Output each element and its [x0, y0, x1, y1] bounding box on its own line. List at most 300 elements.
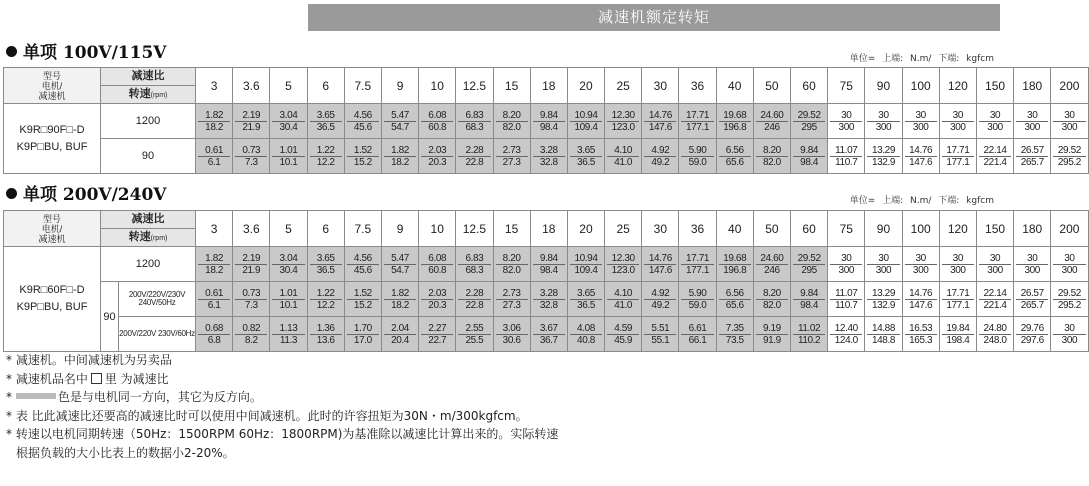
ratio-cell: 200 [1051, 211, 1088, 247]
torque-nm: 1.01 [272, 145, 304, 157]
torque-nm: 3.06 [496, 323, 528, 335]
torque-nm: 6.08 [421, 110, 453, 122]
section-title-200v: 单项 200V/240V [6, 180, 166, 205]
torque-nm: 3.65 [570, 288, 602, 300]
torque-kgfcm: 36.7 [539, 334, 558, 346]
notes [6, 351, 986, 463]
torque-nm: 1.52 [347, 145, 379, 157]
torque-cell [1051, 317, 1088, 352]
torque-nm: 6.56 [719, 145, 751, 157]
gray-swatch [16, 393, 56, 399]
bullet-icon [6, 188, 17, 199]
ratio-cell: 5 [270, 211, 307, 247]
model-header-cell [4, 211, 101, 247]
torque-kgfcm: 32.8 [539, 299, 558, 311]
torque-nm: 5.47 [384, 253, 416, 265]
torque-cell [716, 104, 753, 139]
ratio-cell: 7.5 [344, 211, 381, 247]
torque-kgfcm: 300 [912, 264, 929, 276]
note-line: * 表 比此减速比还要高的减速比时可以使用中间减速机。此时的许容扭矩为30N・m/300kgfcm。 [6, 408, 528, 423]
torque-kgfcm: 36.5 [577, 156, 595, 168]
torque-nm: 12.30 [607, 110, 639, 122]
torque-nm: 13.29 [867, 288, 899, 300]
torque-kgfcm: 196.8 [723, 121, 747, 133]
torque-cell [307, 282, 344, 317]
voltage-cell: 200V/220V/230V 240V/50Hz [119, 282, 196, 317]
torque-kgfcm: 110.2 [797, 334, 821, 346]
torque-cell [456, 247, 493, 282]
torque-cell [419, 139, 456, 174]
torque-cell [1051, 104, 1088, 139]
motor-label: 电机/ [41, 80, 63, 91]
torque-nm: 30 [867, 110, 899, 122]
ratio-cell: 20 [567, 68, 604, 104]
torque-kgfcm: 65.6 [725, 156, 744, 168]
torque-kgfcm: 36.5 [316, 121, 335, 133]
note-line: * 色是与电机同一方向，其它为反方向。 [6, 390, 262, 405]
square-icon [91, 373, 102, 384]
torque-cell [976, 282, 1013, 317]
torque-nm: 24.80 [979, 323, 1011, 335]
torque-kgfcm: 109.4 [574, 121, 598, 133]
torque-kgfcm: 45.6 [353, 264, 372, 276]
torque-cell [344, 104, 381, 139]
torque-nm: 4.10 [607, 145, 639, 157]
ratio-cell: 3 [196, 211, 233, 247]
torque-cell [865, 317, 902, 352]
model-name: K9P□BU, BUF [16, 301, 88, 313]
speed-label: 转速 [128, 87, 151, 100]
torque-nm: 30 [979, 110, 1011, 122]
torque-cell [605, 282, 642, 317]
ratio-cell: 3.6 [233, 211, 270, 247]
torque-kgfcm: 177.1 [686, 264, 710, 276]
torque-nm: 30 [1016, 110, 1048, 122]
table-row [4, 104, 1089, 139]
torque-nm: 3.04 [272, 253, 304, 265]
ratio-cell: 30 [642, 211, 679, 247]
torque-cell [381, 247, 418, 282]
torque-cell [976, 317, 1013, 352]
torque-nm: 6.61 [681, 323, 713, 335]
torque-kgfcm: 36.5 [577, 299, 595, 311]
ratio-cell: 120 [939, 68, 976, 104]
torque-kgfcm: 45.6 [353, 121, 372, 133]
ratio-cell: 40 [716, 68, 753, 104]
torque-kgfcm: 60.8 [428, 264, 447, 276]
torque-nm: 17.71 [942, 288, 974, 300]
torque-kgfcm: 295 [801, 264, 817, 276]
torque-cell [865, 104, 902, 139]
torque-kgfcm: 65.6 [725, 299, 744, 311]
speed-unit: (rpm) [150, 91, 168, 99]
ratio-cell: 12.5 [456, 68, 493, 104]
torque-nm: 1.52 [347, 288, 379, 300]
torque-cell [753, 247, 790, 282]
torque-kgfcm: 248.0 [983, 334, 1007, 346]
torque-table-100v [3, 67, 1089, 174]
torque-kgfcm: 300 [1061, 264, 1078, 276]
torque-cell [828, 282, 865, 317]
model-name: K9R□90F□-D [19, 123, 85, 136]
torque-kgfcm: 300 [1024, 121, 1040, 133]
torque-cell [456, 317, 493, 352]
torque-cell [270, 104, 307, 139]
torque-nm: 2.73 [496, 145, 528, 157]
torque-nm: 7.35 [719, 323, 751, 335]
torque-kgfcm: 18.2 [205, 121, 224, 133]
note-line: * 减速机。中间减速机为另卖品 [6, 353, 172, 367]
torque-nm: 22.14 [979, 288, 1011, 300]
torque-kgfcm: 55.1 [651, 334, 670, 346]
torque-kgfcm: 20.3 [428, 299, 447, 311]
torque-nm: 13.29 [867, 145, 899, 157]
torque-cell [679, 139, 716, 174]
ratio-cell: 100 [902, 68, 939, 104]
torque-kgfcm: 41.0 [614, 156, 633, 168]
torque-kgfcm: 18.2 [205, 264, 224, 276]
torque-kgfcm: 59.0 [688, 156, 707, 168]
torque-kgfcm: 177.1 [946, 299, 970, 311]
torque-cell [419, 317, 456, 352]
ratio-cell: 36 [679, 68, 716, 104]
torque-cell [381, 282, 418, 317]
gearhead-label: 减速机 [38, 233, 66, 244]
torque-nm: 3.65 [310, 110, 342, 122]
torque-kgfcm: 6.1 [207, 299, 221, 311]
torque-nm: 30 [1053, 110, 1085, 122]
torque-cell [902, 317, 939, 352]
torque-cell [307, 139, 344, 174]
torque-cell [605, 139, 642, 174]
torque-nm: 12.30 [607, 253, 639, 265]
torque-cell [344, 282, 381, 317]
speed-cell: 1200 [101, 247, 196, 282]
model-name: K9R□60F□-D [19, 284, 85, 296]
torque-cell [456, 104, 493, 139]
torque-nm: 3.04 [272, 110, 304, 122]
note-line: 根据负载的大小比表上的数据小2-20%。 [16, 445, 235, 460]
torque-cell [939, 104, 976, 139]
torque-nm: 30 [905, 110, 937, 122]
torque-cell [642, 139, 679, 174]
speed-cell: 90 [101, 139, 196, 174]
torque-cell [1014, 247, 1051, 282]
torque-cell [791, 139, 828, 174]
torque-cell [791, 317, 828, 352]
torque-cell [865, 139, 902, 174]
torque-kgfcm: 132.9 [871, 299, 895, 311]
bullet-icon [6, 46, 17, 57]
torque-nm: 1.70 [347, 323, 379, 335]
ratio-cell: 90 [865, 211, 902, 247]
torque-nm: 30 [1053, 253, 1085, 265]
torque-nm: 3.65 [310, 253, 342, 265]
section-title-100v: 单项 100V/115V [6, 38, 166, 63]
torque-cell [902, 104, 939, 139]
torque-kgfcm: 18.2 [391, 299, 409, 311]
torque-nm: 30 [830, 110, 862, 122]
torque-nm: 9.19 [756, 323, 788, 335]
ratio-cell: 25 [605, 211, 642, 247]
torque-cell [307, 104, 344, 139]
torque-kgfcm: 295.2 [1057, 299, 1081, 311]
torque-kgfcm: 7.3 [244, 156, 258, 168]
torque-kgfcm: 198.4 [946, 334, 970, 346]
ratio-cell: 50 [753, 211, 790, 247]
torque-cell [419, 247, 456, 282]
torque-nm: 0.73 [235, 288, 267, 300]
torque-nm: 14.76 [644, 253, 676, 265]
torque-cell [233, 317, 270, 352]
torque-cell [493, 247, 530, 282]
torque-nm: 3.28 [533, 288, 565, 300]
torque-nm: 5.47 [384, 110, 416, 122]
torque-kgfcm: 15.2 [353, 299, 372, 311]
torque-nm: 9.84 [533, 253, 565, 265]
ratio-cell: 6 [307, 211, 344, 247]
ratio-cell: 15 [493, 68, 530, 104]
torque-kgfcm: 49.2 [651, 156, 670, 168]
torque-kgfcm: 98.4 [800, 299, 819, 311]
torque-kgfcm: 10.1 [279, 156, 298, 168]
torque-nm: 4.08 [570, 323, 602, 335]
torque-cell [642, 104, 679, 139]
speed-header [101, 86, 196, 104]
torque-kgfcm: 300 [950, 121, 966, 133]
torque-kgfcm: 221.4 [983, 299, 1007, 311]
torque-kgfcm: 22.8 [465, 156, 484, 168]
torque-cell [828, 139, 865, 174]
torque-nm: 6.83 [458, 110, 490, 122]
torque-kgfcm: 91.9 [762, 334, 781, 346]
torque-cell [605, 104, 642, 139]
torque-kgfcm: 300 [1061, 334, 1078, 346]
torque-cell [1051, 247, 1088, 282]
ratio-cell: 6 [307, 68, 344, 104]
torque-nm: 24.60 [756, 110, 788, 122]
torque-kgfcm: 300 [875, 121, 892, 133]
ratio-cell: 9 [381, 68, 418, 104]
torque-cell [1014, 317, 1051, 352]
torque-cell [791, 282, 828, 317]
torque-nm: 19.84 [942, 323, 974, 335]
torque-kgfcm: 59.0 [688, 299, 707, 311]
torque-nm: 2.28 [458, 288, 490, 300]
torque-cell [753, 282, 790, 317]
torque-kgfcm: 8.2 [244, 334, 258, 346]
table-row [4, 317, 1089, 352]
torque-kgfcm: 177.1 [946, 156, 970, 168]
torque-nm: 0.68 [198, 323, 230, 335]
ratio-cell: 90 [865, 68, 902, 104]
torque-nm: 1.22 [310, 145, 342, 157]
torque-cell [939, 139, 976, 174]
torque-kgfcm: 54.7 [391, 264, 409, 276]
torque-kgfcm: 177.1 [686, 121, 710, 133]
torque-nm: 8.20 [496, 253, 528, 265]
torque-table-200v [3, 210, 1089, 352]
torque-cell [939, 317, 976, 352]
torque-nm: 12.40 [830, 323, 862, 335]
torque-nm: 4.56 [347, 253, 379, 265]
torque-cell [233, 139, 270, 174]
table-row [4, 139, 1089, 174]
ratio-cell: 10 [419, 68, 456, 104]
torque-nm: 5.51 [644, 323, 676, 335]
torque-kgfcm: 297.6 [1020, 334, 1044, 346]
torque-kgfcm: 82.0 [762, 299, 781, 311]
torque-nm: 2.73 [496, 288, 528, 300]
torque-nm: 10.94 [570, 253, 602, 265]
torque-kgfcm: 25.5 [465, 334, 484, 346]
model-header-cell [4, 68, 101, 104]
page-banner: 减速机额定转矩 [308, 4, 1000, 31]
torque-kgfcm: 30.4 [279, 121, 298, 133]
torque-kgfcm: 54.7 [391, 121, 409, 133]
torque-kgfcm: 300 [875, 264, 892, 276]
ratio-header: 减速比 [101, 211, 196, 229]
ratio-cell: 150 [976, 68, 1013, 104]
torque-cell [381, 104, 418, 139]
torque-cell [233, 247, 270, 282]
torque-kgfcm: 68.3 [465, 264, 484, 276]
torque-kgfcm: 147.6 [648, 264, 672, 276]
torque-cell [270, 247, 307, 282]
ratio-cell: 25 [605, 68, 642, 104]
ratio-cell: 9 [381, 211, 418, 247]
speed-header [101, 229, 196, 247]
torque-kgfcm: 98.4 [800, 156, 819, 168]
speed-cell: 90 [101, 282, 119, 352]
torque-cell [456, 282, 493, 317]
ratio-header: 减速比 [101, 68, 196, 86]
torque-cell [1014, 282, 1051, 317]
unit-note-200v: 单位= 上端: N.m/ 下端: kgfcm [849, 196, 994, 206]
torque-kgfcm: 11.3 [279, 334, 298, 346]
torque-kgfcm: 295 [801, 121, 817, 133]
torque-cell [530, 104, 567, 139]
torque-cell [381, 317, 418, 352]
torque-nm: 4.56 [347, 110, 379, 122]
note-line: * 转速以电机同期转速（50Hz：1500RPM 60Hz：1800RPM)为基准除以减速比计算出来的。实际转速 [6, 427, 559, 442]
torque-cell [1014, 139, 1051, 174]
header-row [4, 68, 1089, 86]
torque-nm: 6.08 [421, 253, 453, 265]
torque-nm: 3.28 [533, 145, 565, 157]
ratio-cell: 150 [976, 211, 1013, 247]
torque-cell [196, 139, 233, 174]
torque-kgfcm: 22.7 [428, 334, 447, 346]
torque-nm: 30 [867, 253, 899, 265]
torque-kgfcm: 300 [987, 121, 1003, 133]
torque-nm: 29.52 [793, 253, 825, 265]
torque-cell [716, 282, 753, 317]
torque-kgfcm: 147.6 [909, 156, 933, 168]
torque-nm: 2.55 [458, 323, 490, 335]
torque-nm: 30 [1053, 323, 1085, 335]
torque-cell [567, 282, 604, 317]
torque-nm: 1.82 [198, 253, 230, 265]
torque-kgfcm: 17.0 [353, 334, 372, 346]
ratio-cell: 40 [716, 211, 753, 247]
torque-nm: 11.07 [830, 288, 862, 300]
ratio-cell: 5 [270, 68, 307, 104]
torque-cell [233, 104, 270, 139]
torque-cell [1014, 104, 1051, 139]
torque-cell [419, 104, 456, 139]
torque-nm: 6.83 [458, 253, 490, 265]
torque-cell [196, 247, 233, 282]
torque-nm: 0.61 [198, 288, 230, 300]
motor-label: 电机/ [41, 223, 63, 234]
torque-kgfcm: 300 [950, 264, 966, 276]
torque-nm: 19.68 [719, 110, 751, 122]
ratio-cell: 120 [939, 211, 976, 247]
ratio-cell: 100 [902, 211, 939, 247]
torque-cell [753, 104, 790, 139]
torque-nm: 24.60 [756, 253, 788, 265]
table-row [4, 282, 1089, 317]
torque-cell [196, 317, 233, 352]
torque-nm: 4.92 [644, 288, 676, 300]
torque-nm: 0.73 [235, 145, 267, 157]
torque-kgfcm: 32.8 [539, 156, 558, 168]
ratio-cell: 3 [196, 68, 233, 104]
torque-kgfcm: 45.9 [614, 334, 633, 346]
torque-nm: 30 [942, 110, 974, 122]
torque-kgfcm: 300 [1024, 264, 1040, 276]
torque-nm: 30 [905, 253, 937, 265]
torque-cell [679, 317, 716, 352]
ratio-cell: 15 [493, 211, 530, 247]
torque-kgfcm: 300 [838, 264, 855, 276]
torque-cell [456, 139, 493, 174]
torque-nm: 1.82 [384, 145, 416, 157]
torque-nm: 14.88 [867, 323, 899, 335]
torque-nm: 14.76 [905, 145, 937, 157]
torque-nm: 2.19 [235, 253, 267, 265]
torque-kgfcm: 132.9 [871, 156, 895, 168]
torque-cell [344, 247, 381, 282]
torque-cell [1051, 139, 1088, 174]
torque-cell [902, 139, 939, 174]
torque-cell [344, 317, 381, 352]
torque-cell [567, 317, 604, 352]
torque-kgfcm: 124.0 [834, 334, 858, 346]
torque-cell [791, 247, 828, 282]
speed-cell: 1200 [101, 104, 196, 139]
model-cell [4, 247, 101, 352]
torque-nm: 2.19 [235, 110, 267, 122]
torque-kgfcm: 6.1 [207, 156, 221, 168]
torque-cell [976, 247, 1013, 282]
ratio-cell: 75 [828, 211, 865, 247]
torque-cell [642, 282, 679, 317]
torque-cell [567, 247, 604, 282]
torque-nm: 16.53 [905, 323, 937, 335]
torque-kgfcm: 68.3 [465, 121, 484, 133]
torque-kgfcm: 36.5 [316, 264, 335, 276]
torque-cell [233, 282, 270, 317]
torque-kgfcm: 246 [764, 121, 780, 133]
torque-nm: 29.52 [793, 110, 825, 122]
torque-kgfcm: 73.5 [725, 334, 744, 346]
torque-kgfcm: 30.6 [502, 334, 521, 346]
ratio-cell: 10 [419, 211, 456, 247]
torque-cell [419, 282, 456, 317]
torque-nm: 2.28 [458, 145, 490, 157]
